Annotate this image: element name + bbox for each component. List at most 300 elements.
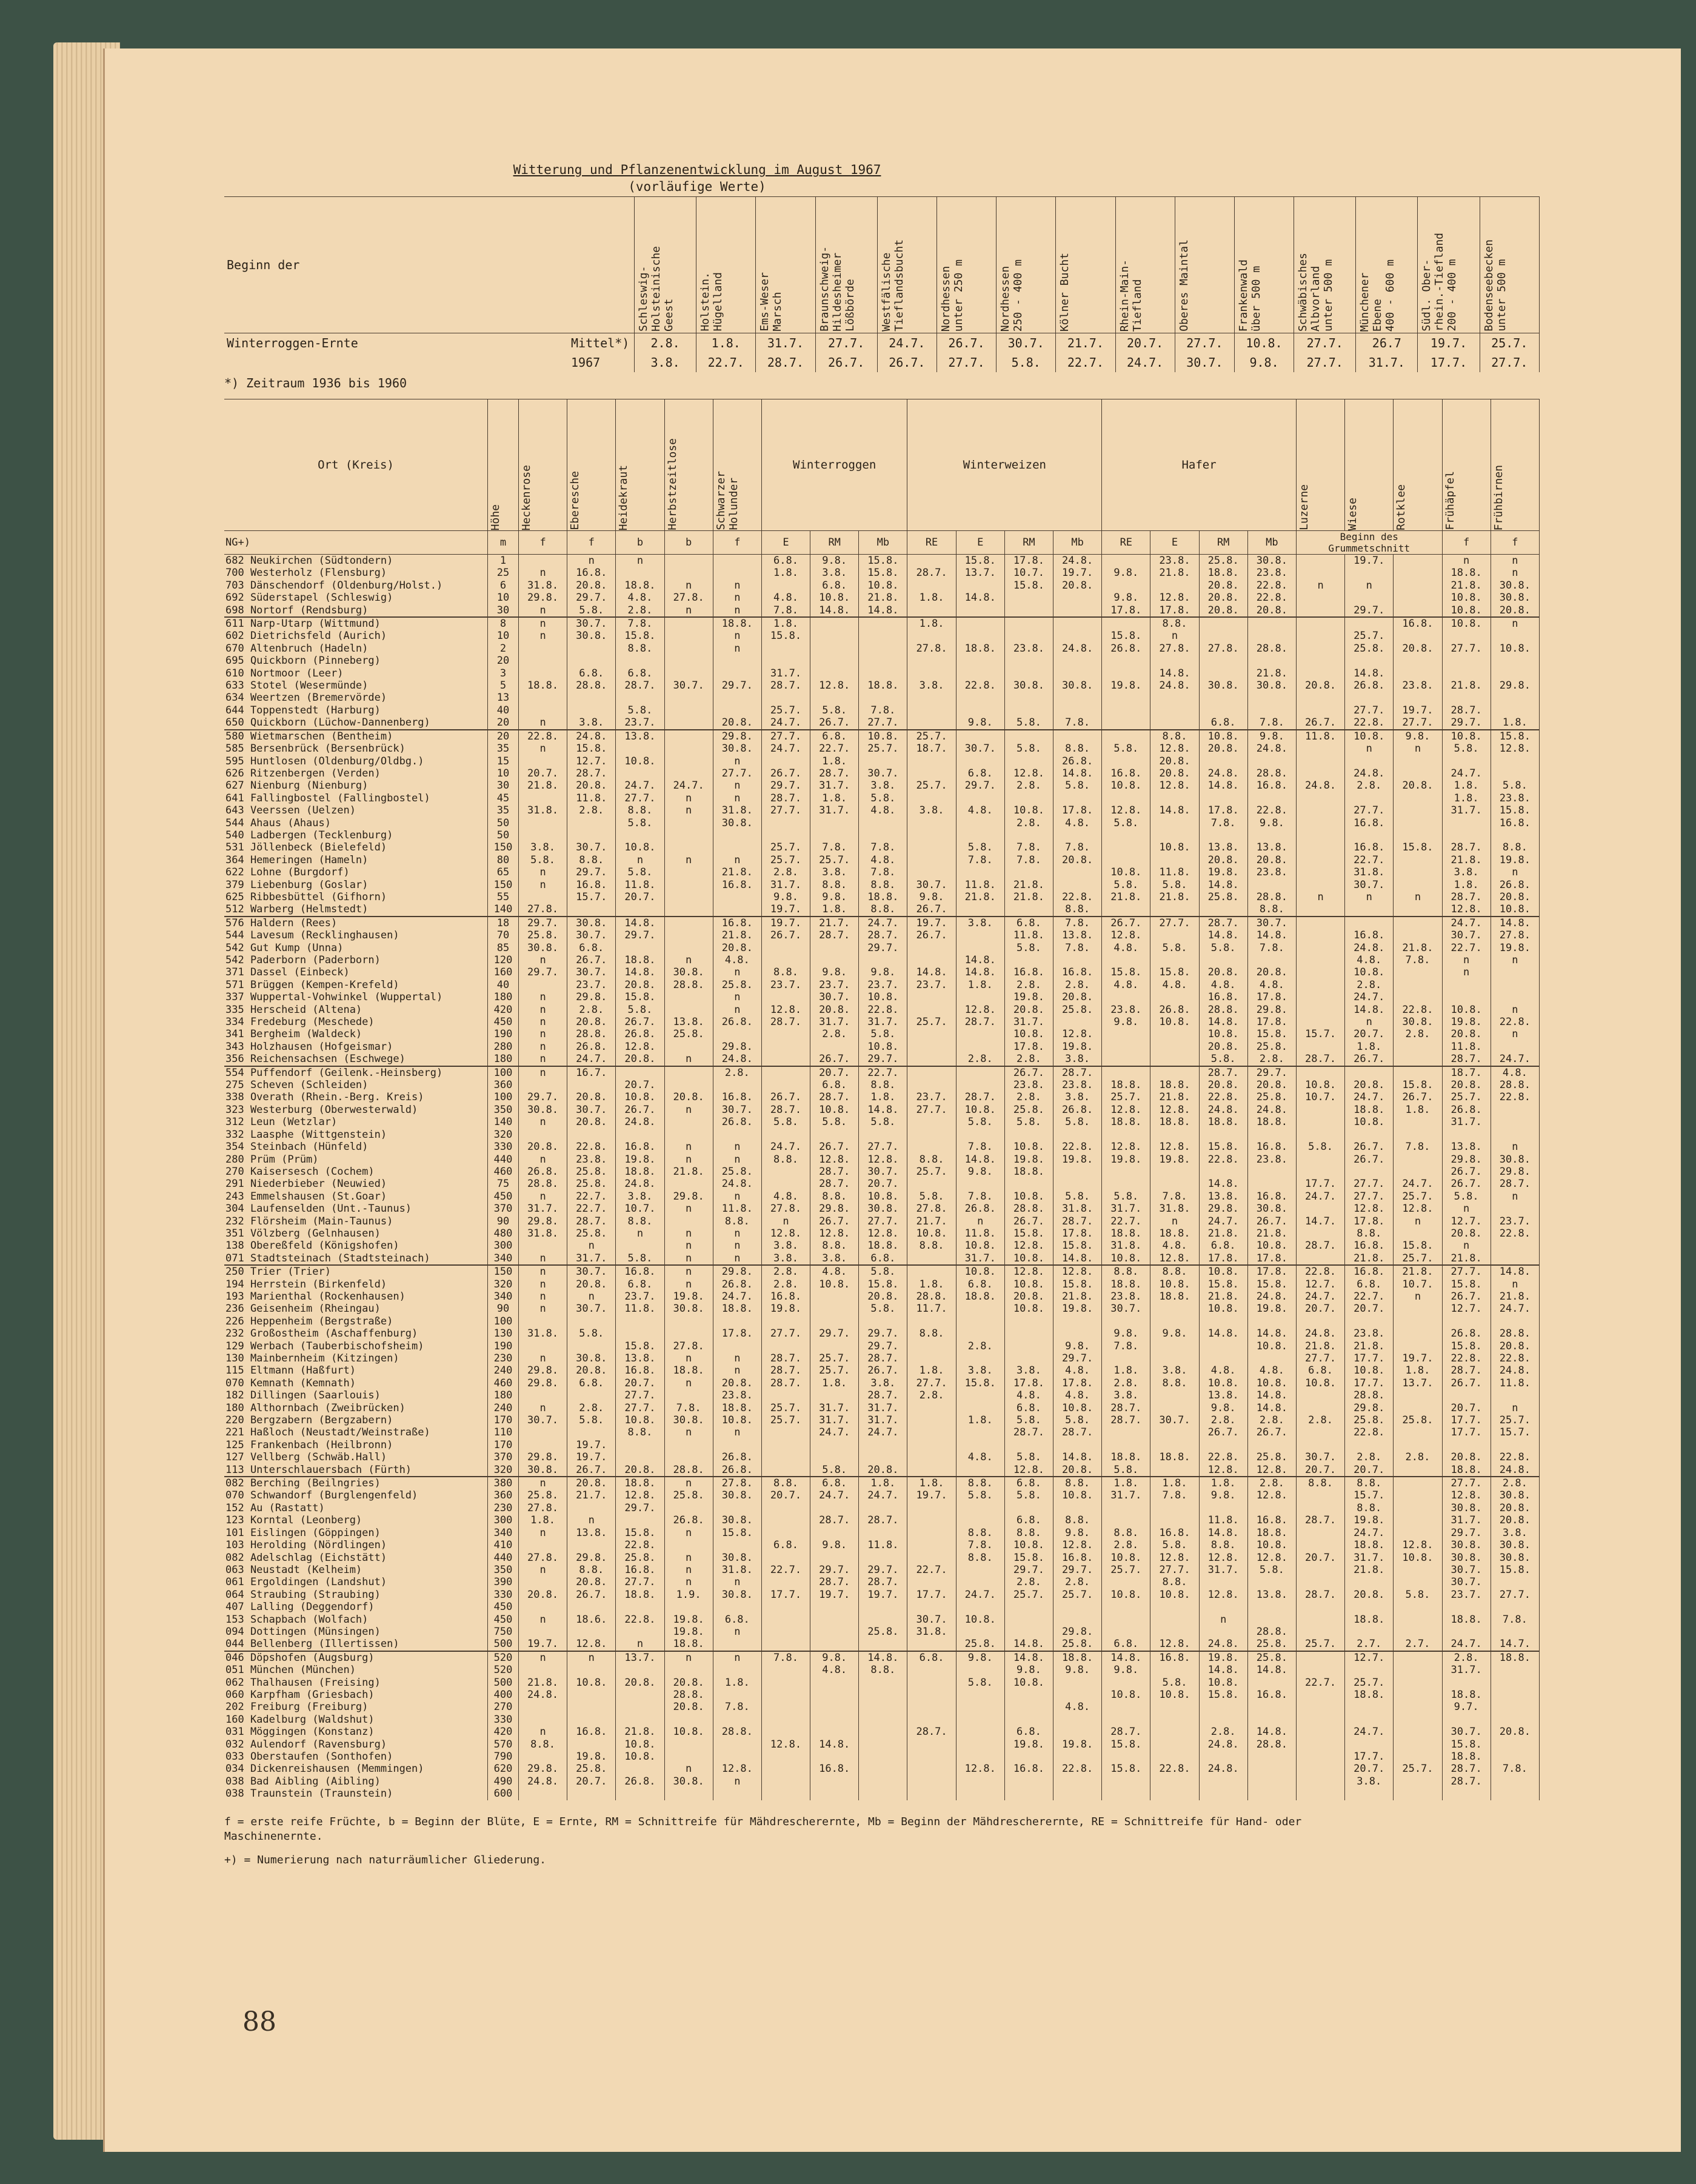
table-cell: 15.8. — [859, 555, 907, 567]
table-cell: 18.8. — [1199, 1116, 1247, 1128]
table-cell: 16.8. — [1199, 991, 1247, 1003]
table-cell — [956, 1079, 1004, 1091]
table-row — [224, 1576, 1540, 1588]
table-row — [224, 755, 1540, 767]
table-cell: 4.8. — [1199, 1364, 1247, 1377]
table-cell: 14.8. — [956, 966, 1004, 978]
table-cell — [1150, 1738, 1199, 1751]
table-row — [224, 1315, 1540, 1327]
table-cell: 16.8. — [567, 1726, 616, 1738]
table-cell: 28.7. — [761, 1352, 810, 1364]
table-cell: 14.8. — [1053, 1451, 1102, 1463]
table-row — [224, 1677, 1540, 1689]
table-cell — [518, 1539, 567, 1551]
table-cell: 28.8. — [907, 1291, 956, 1303]
table-cell: 28.8. — [1247, 891, 1296, 903]
table-cell: 9.8. — [810, 1651, 859, 1664]
table-cell: 5.8. — [1053, 780, 1102, 792]
table-cell — [1491, 1576, 1539, 1588]
table-cell: 10.8. — [713, 1414, 761, 1426]
table-cell: 29.7. — [859, 942, 907, 954]
table-cell — [1102, 841, 1150, 853]
table-cell: 9.8. — [1053, 1527, 1102, 1539]
table-cell: 30.7. — [1296, 1451, 1344, 1463]
table-cell: 20.8. — [713, 942, 761, 954]
table-cell — [956, 1389, 1004, 1401]
table-cell — [1150, 854, 1199, 866]
table-cell: 1.8. — [907, 592, 956, 604]
table-cell — [907, 1788, 956, 1800]
table-cell: 23.8. — [1004, 643, 1053, 655]
table-cell: 7.8. — [1247, 942, 1296, 954]
table-cell: 2.8. — [761, 1278, 810, 1291]
table-cell — [907, 1028, 956, 1040]
table-cell — [810, 1041, 859, 1053]
table-cell: 12.8. — [761, 1004, 810, 1016]
table-cell: 30 — [488, 780, 519, 792]
table-cell: n — [713, 1240, 761, 1252]
region-label: Nordhessen unter 250 m — [939, 259, 965, 332]
table-cell — [1199, 903, 1247, 916]
table-cell: 12.8. — [1150, 592, 1199, 604]
table-cell: 29.8. — [664, 1191, 713, 1203]
table-cell — [664, 891, 713, 903]
table-cell — [1491, 1689, 1539, 1701]
table-cell — [1247, 1166, 1296, 1178]
table-cell: 31.7. — [761, 879, 810, 891]
table-cell — [761, 1614, 810, 1626]
table-cell: 1.8. — [761, 567, 810, 579]
table-cell: 9.8. — [1053, 1664, 1102, 1676]
table-cell: n — [1394, 743, 1442, 755]
table-cell — [859, 1726, 907, 1738]
station-name: 625 Ribbesbüttel (Gifhorn) — [224, 891, 488, 903]
table-cell: 5.8. — [567, 1414, 616, 1426]
table-cell: 27.8. — [664, 592, 713, 604]
table-cell: 2.8. — [956, 1340, 1004, 1352]
table-cell: 19.8. — [1053, 1738, 1102, 1751]
table-cell: 21.8. — [1345, 1340, 1394, 1352]
table-cell — [1247, 954, 1296, 966]
table-cell: 1.8. — [1150, 1477, 1199, 1489]
table-cell — [518, 1129, 567, 1141]
table-cell: 8.8. — [567, 854, 616, 866]
plant-label: Eberesche — [569, 471, 582, 530]
table-row — [224, 1178, 1540, 1190]
table-cell: 5.8. — [1004, 1489, 1053, 1501]
table-cell — [1296, 866, 1344, 878]
ort-header: Ort (Kreis) — [224, 399, 488, 531]
table-cell — [567, 1788, 616, 1800]
table-cell — [616, 1664, 664, 1676]
station-name: 700 Westerholz (Flensburg) — [224, 567, 488, 579]
table-cell: 340 — [488, 1527, 519, 1539]
table-cell — [713, 1788, 761, 1800]
table-cell: 6.8. — [567, 667, 616, 680]
table-cell — [1247, 1129, 1296, 1141]
unit-header: b — [664, 531, 713, 555]
table-cell: 17.8. — [1150, 604, 1199, 617]
table-cell — [567, 1502, 616, 1514]
table-cell — [810, 1129, 859, 1141]
table-cell: 7.8. — [1150, 1489, 1199, 1501]
table-cell: 30.7. — [1442, 1564, 1491, 1576]
table-cell — [810, 1601, 859, 1613]
table-cell — [907, 1004, 956, 1016]
table-cell — [567, 1340, 616, 1352]
table-cell — [761, 643, 810, 655]
table-cell — [1199, 1701, 1247, 1713]
table-cell: n — [518, 1265, 567, 1278]
table-cell — [1491, 1775, 1539, 1788]
table-cell: n — [664, 1265, 713, 1278]
table-cell — [1491, 1240, 1539, 1252]
table-cell: 6.8. — [1102, 1638, 1150, 1651]
table-cell: 30.8. — [1442, 1502, 1491, 1514]
table-cell — [664, 555, 713, 567]
table-cell: 8.8. — [1345, 1502, 1394, 1514]
table-cell — [664, 755, 713, 767]
table-cell: n — [713, 592, 761, 604]
table-cell — [616, 1788, 664, 1800]
table-cell: 12.8. — [567, 1638, 616, 1651]
table-cell: 28.7. — [616, 680, 664, 692]
table-cell: n — [518, 743, 567, 755]
table-cell: 1.8. — [1345, 1041, 1394, 1053]
table-cell: n — [518, 1303, 567, 1315]
table-cell: 15.8. — [1247, 1278, 1296, 1291]
table-cell: 12.8. — [1150, 780, 1199, 792]
table-cell: 28.8. — [518, 1178, 567, 1190]
table-cell: 25.8. — [567, 1178, 616, 1190]
table-cell: 4.8. — [1004, 1389, 1053, 1401]
table-cell: 18.6. — [567, 1614, 616, 1626]
table-cell: 2.8. — [1442, 1651, 1491, 1664]
table-cell — [1150, 1389, 1199, 1401]
table-cell: 5.8. — [518, 854, 567, 866]
station-name: 650 Quickborn (Lüchow-Dannenberg) — [224, 716, 488, 729]
table-cell — [1296, 979, 1344, 991]
table-cell — [518, 1315, 567, 1327]
table-cell — [810, 1726, 859, 1738]
table-cell — [1004, 704, 1053, 716]
table-cell: 16.8. — [1150, 1651, 1199, 1664]
table-cell — [761, 655, 810, 667]
table-cell — [1004, 692, 1053, 704]
summary-cell: 28.7. — [756, 353, 815, 372]
table-cell: 15.8. — [1491, 730, 1539, 743]
table-cell: 28.7. — [1053, 1066, 1102, 1079]
table-cell: 23.8. — [1394, 680, 1442, 692]
table-cell: 18.8. — [664, 1638, 713, 1651]
table-cell: 8.8. — [616, 1215, 664, 1227]
table-cell: 27.7. — [1491, 1589, 1539, 1601]
table-cell: 9.8. — [1247, 730, 1296, 743]
table-cell: 25.8. — [1247, 1091, 1296, 1103]
table-cell: 17.8. — [1199, 804, 1247, 816]
table-cell — [1296, 655, 1344, 667]
table-cell: 3 — [488, 667, 519, 680]
table-cell — [1199, 1352, 1247, 1364]
table-cell — [567, 1079, 616, 1091]
document-subtitle: (vorläufige Werte) — [628, 179, 766, 194]
table-cell: 350 — [488, 1564, 519, 1576]
table-cell: 8.8. — [1150, 617, 1199, 630]
table-cell: n — [1491, 866, 1539, 878]
station-name: 270 Kaisersesch (Cochem) — [224, 1166, 488, 1178]
table-cell: n — [713, 1252, 761, 1265]
table-cell: n — [1491, 1141, 1539, 1153]
table-cell: 10.8. — [1345, 966, 1394, 978]
table-cell: 150 — [488, 1265, 519, 1278]
station-name: 695 Quickborn (Pinneberg) — [224, 655, 488, 667]
table-cell: 8.8. — [1150, 1265, 1199, 1278]
summary-header-row — [224, 197, 1540, 333]
table-cell — [1102, 1701, 1150, 1713]
table-cell: n — [1491, 617, 1539, 630]
table-cell — [1247, 1751, 1296, 1763]
table-cell: n — [1394, 1215, 1442, 1227]
table-cell — [1394, 866, 1442, 878]
table-cell: 26.8. — [1150, 1004, 1199, 1016]
table-cell: 15.8. — [616, 630, 664, 642]
table-cell — [810, 1788, 859, 1800]
table-cell — [1345, 1576, 1394, 1588]
table-cell — [1102, 1576, 1150, 1588]
summary-cell: 2.8. — [635, 333, 696, 353]
table-cell: 12.8. — [1004, 1240, 1053, 1252]
table-cell: 30.8. — [664, 966, 713, 978]
table-cell: 8.8. — [1053, 1477, 1102, 1489]
table-cell: 12.8. — [956, 1004, 1004, 1016]
table-cell: 31.7. — [1199, 1564, 1247, 1576]
station-name: 644 Toppenstedt (Harburg) — [224, 704, 488, 716]
table-cell: 26.7. — [567, 1464, 616, 1477]
table-cell: 30.8. — [713, 1489, 761, 1501]
table-cell: 13.8. — [616, 1352, 664, 1364]
table-cell — [1199, 630, 1247, 642]
plant-header — [616, 399, 664, 531]
station-name: 611 Narp-Utarp (Wittmund) — [224, 617, 488, 630]
table-cell: 2.8. — [616, 604, 664, 617]
table-cell: n — [664, 1763, 713, 1775]
table-cell: 520 — [488, 1664, 519, 1676]
table-cell — [518, 1601, 567, 1613]
table-cell — [1053, 617, 1102, 630]
table-cell: 28.8. — [567, 680, 616, 692]
table-cell: 10.8. — [1345, 1364, 1394, 1377]
table-cell: 24.7. — [1296, 1291, 1344, 1303]
table-cell: 2.8. — [1247, 1053, 1296, 1066]
station-name: 332 Laasphe (Wittgenstein) — [224, 1129, 488, 1141]
table-cell: 16.8. — [761, 1291, 810, 1303]
table-cell — [1150, 1788, 1199, 1800]
table-cell: 28.7. — [810, 1576, 859, 1588]
table-cell: 18.8. — [616, 954, 664, 966]
table-cell: 1.8. — [1394, 1104, 1442, 1116]
beginn-label: Beginn der — [227, 258, 300, 272]
station-name: 698 Nortorf (Rendsburg) — [224, 604, 488, 617]
crop-header — [1345, 399, 1394, 531]
station-name: 692 Süderstapel (Schleswig) — [224, 592, 488, 604]
table-cell: n — [518, 1651, 567, 1664]
table-cell — [1247, 1315, 1296, 1327]
table-cell — [1345, 567, 1394, 579]
table-cell — [713, 1601, 761, 1613]
table-cell: 7.8. — [1053, 841, 1102, 853]
station-name: 354 Steinbach (Hünfeld) — [224, 1141, 488, 1153]
table-cell — [518, 555, 567, 567]
table-cell: 2.8. — [810, 1028, 859, 1040]
table-cell: 23.8. — [713, 1389, 761, 1401]
table-cell: n — [518, 1066, 567, 1079]
table-cell: 10.8. — [1004, 1141, 1053, 1153]
table-cell: 29.8. — [1442, 1154, 1491, 1166]
winterweizen-header: Winterweizen — [907, 399, 1102, 531]
table-cell — [567, 1539, 616, 1551]
table-cell: 11.8. — [1150, 866, 1199, 878]
table-cell: 20.8. — [567, 1091, 616, 1103]
table-cell: 13.8. — [567, 1527, 616, 1539]
station-name: 312 Leun (Wetzlar) — [224, 1116, 488, 1128]
table-cell: 30.8. — [713, 1514, 761, 1526]
table-cell — [1053, 692, 1102, 704]
table-cell — [567, 1701, 616, 1713]
table-cell: 20.8. — [1394, 643, 1442, 655]
table-cell — [1150, 704, 1199, 716]
table-cell — [859, 655, 907, 667]
unit-header: m — [488, 531, 519, 555]
table-cell — [1004, 1327, 1053, 1340]
table-cell — [907, 1601, 956, 1613]
table-cell: 28.7. — [1442, 1763, 1491, 1775]
table-cell: 24.8. — [1247, 743, 1296, 755]
station-name: 379 Liebenburg (Goslar) — [224, 879, 488, 891]
table-cell: 4.8. — [1247, 1364, 1296, 1377]
table-cell: 14.8. — [907, 966, 956, 978]
table-cell: 16.8. — [1345, 817, 1394, 829]
table-cell — [1345, 1129, 1394, 1141]
table-cell — [956, 1426, 1004, 1438]
table-cell: 19.8. — [1199, 1651, 1247, 1664]
table-cell: 26.7. — [1442, 1166, 1491, 1178]
table-cell — [567, 1626, 616, 1638]
table-cell: 15.8. — [1442, 1278, 1491, 1291]
table-cell: n — [1442, 555, 1491, 567]
table-cell: 24.7. — [1345, 1726, 1394, 1738]
table-cell: 26.8. — [664, 1514, 713, 1526]
table-cell: 30 — [488, 604, 519, 617]
table-row — [224, 1701, 1540, 1713]
table-cell: 25.8. — [713, 979, 761, 991]
table-cell — [713, 692, 761, 704]
table-cell: n — [713, 1651, 761, 1664]
table-cell: 6.8. — [859, 1252, 907, 1265]
table-cell — [1247, 1352, 1296, 1364]
table-cell — [1491, 1116, 1539, 1128]
summary-cell: 24.7. — [877, 333, 936, 353]
table-cell — [1442, 1129, 1491, 1141]
table-cell: 12.8. — [1004, 767, 1053, 780]
table-cell — [1491, 966, 1539, 978]
table-cell: n — [713, 1154, 761, 1166]
table-cell: 22.8. — [1491, 1227, 1539, 1240]
table-cell: 12.8. — [810, 1154, 859, 1166]
unit-header: RE — [1102, 531, 1150, 555]
table-cell: 14.8. — [1199, 780, 1247, 792]
table-cell — [1150, 1775, 1199, 1788]
table-cell: 17.8. — [1053, 1377, 1102, 1389]
table-cell: 22.8. — [1491, 1016, 1539, 1028]
table-cell: 12.8. — [1150, 1141, 1199, 1153]
table-cell: 18.8. — [1345, 1104, 1394, 1116]
table-cell — [1394, 1689, 1442, 1701]
table-cell: 21.8. — [1394, 942, 1442, 954]
table-cell: 23.8. — [1345, 1327, 1394, 1340]
summary-row — [224, 353, 1540, 372]
table-cell: 22.8. — [1442, 1352, 1491, 1364]
table-cell: 13.7. — [616, 1651, 664, 1664]
table-cell: 21.8. — [518, 780, 567, 792]
station-name: 221 Haßloch (Neustadt/Weinstraße) — [224, 1426, 488, 1438]
table-cell: 7.8. — [664, 1402, 713, 1414]
table-cell — [1004, 866, 1053, 878]
station-name: 595 Huntlosen (Oldenburg/Oldbg.) — [224, 755, 488, 767]
table-cell — [1491, 755, 1539, 767]
station-name: 033 Oberstaufen (Sonthofen) — [224, 1751, 488, 1763]
table-cell: 25.8. — [1053, 1004, 1102, 1016]
table-cell: 9.8. — [907, 891, 956, 903]
table-cell: 7.8. — [859, 704, 907, 716]
table-cell: 16.8. — [1345, 841, 1394, 853]
table-cell: 25.8. — [1199, 555, 1247, 567]
table-cell: 11.8. — [859, 1539, 907, 1551]
summary-cell: 17.7. — [1418, 353, 1480, 372]
table-cell: 20.8. — [859, 1464, 907, 1477]
table-cell — [1394, 1788, 1442, 1800]
summary-cell: 31.7. — [1356, 353, 1418, 372]
table-row — [224, 804, 1540, 816]
table-cell: 25.7. — [859, 743, 907, 755]
table-cell — [518, 891, 567, 903]
table-cell: 5.8. — [810, 1464, 859, 1477]
table-cell: 10.8. — [956, 1240, 1004, 1252]
table-cell — [1102, 692, 1150, 704]
table-cell: 10.8. — [956, 1614, 1004, 1626]
table-cell: 15.8. — [1394, 1240, 1442, 1252]
table-cell: 7.8. — [1491, 1614, 1539, 1626]
table-cell — [1442, 1788, 1491, 1800]
table-cell: 26.7. — [1247, 1426, 1296, 1438]
main-header-row — [224, 399, 1540, 531]
table-cell: 30.8. — [1491, 1552, 1539, 1564]
table-cell — [1394, 1601, 1442, 1613]
table-cell: 1.8. — [956, 1414, 1004, 1426]
station-name: 338 Overath (Rhein.-Berg. Kreis) — [224, 1091, 488, 1103]
table-cell: 30.8. — [713, 743, 761, 755]
table-cell: 22.8. — [1199, 1154, 1247, 1166]
table-row — [224, 655, 1540, 667]
table-cell: 14.8. — [1004, 1638, 1053, 1651]
table-cell: 5.8. — [859, 1116, 907, 1128]
table-cell — [956, 991, 1004, 1003]
table-cell: 30.7. — [567, 841, 616, 853]
table-cell: 450 — [488, 1016, 519, 1028]
table-cell — [907, 604, 956, 617]
table-cell: n — [1442, 1240, 1491, 1252]
table-cell: 20.8. — [567, 1364, 616, 1377]
station-name: 103 Herolding (Nördlingen) — [224, 1539, 488, 1551]
